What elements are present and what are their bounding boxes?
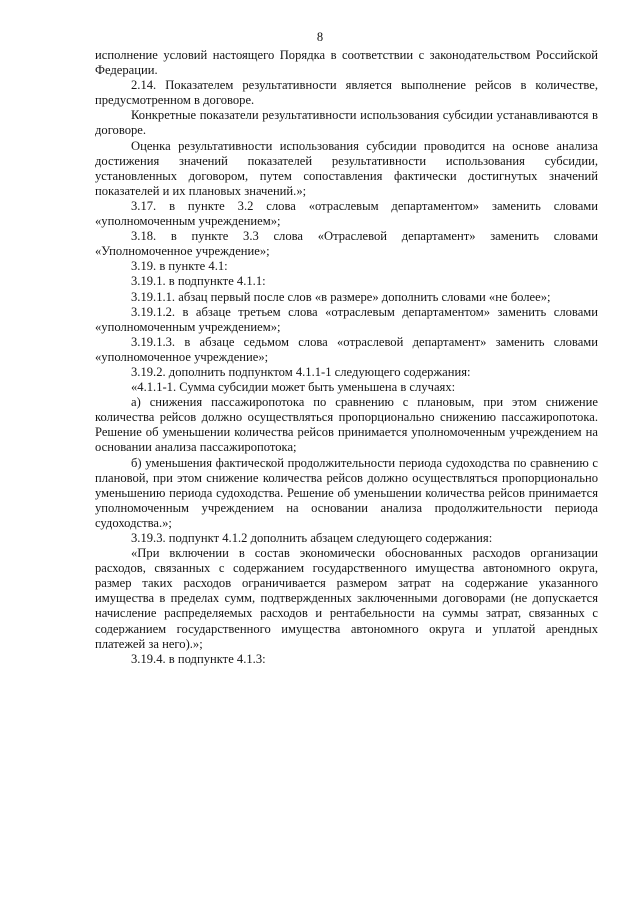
paragraph: а) снижения пассажиропотока по сравнению с плановым, при этом снижение количества рейсов должно осуществляться пропорционально снижению пассажиропотока. Решение об уменьшении количества рейсов принимается уполномоченным учреждением на основании анализа пассажиропотока; xyxy=(95,395,598,455)
paragraph: 3.17. в пункте 3.2 слова «отраслевым департаментом» заменить словами «уполномоченным учреждением»; xyxy=(95,198,598,229)
paragraph: 3.19.1.2. в абзаце третьем слова «отраслевым департаментом» заменить словами «уполномоченным учреждением»; xyxy=(95,304,598,334)
paragraph: 3.19.1. в подпункте 4.1.1: xyxy=(131,274,266,289)
paragraph: «4.1.1-1. Сумма субсидии может быть уменьшена в случаях: xyxy=(131,380,456,395)
paragraph: 3.19.2. дополнить подпунктом 4.1.1-1 следующего содержания: xyxy=(131,364,471,379)
document-body xyxy=(95,48,598,667)
paragraph: Конкретные показатели результативности использования субсидии устанавливаются в договоре. xyxy=(95,108,598,138)
page-number: 8 xyxy=(316,30,324,44)
paragraph: б) уменьшения фактической продолжительности периода судоходства по сравнению с плановой, при этом снижение количества рейсов должно осуществляться пропорционально уменьшению периода судоходства. Решение об уменьшении количества рейсов принимается уполномоченным учреждением на основании анализа продолжительности периода судоходства.»; xyxy=(95,455,598,530)
paragraph: 2.14. Показателем результативности является выполнение рейсов в количестве, предусмотренном в договоре. xyxy=(95,78,598,108)
paragraph: 3.19.1.3. в абзаце седьмом слова «отраслевой департамент» заменить словами «уполномоченное учреждение»; xyxy=(95,334,598,364)
paragraph: «При включении в состав экономически обоснованных расходов организации расходов, связанных с содержанием государственного имущества автономного округа, размер таких расходов ограничивается размером затрат на содержание указанного имущества в пределах сумм, подтвержденных заключенными договорами (не допускается начисление распределяемых расходов и рентабельности на суммы затрат, связанных с содержанием государственного имущества автономного округа и уплатой арендных платежей за него).»; xyxy=(95,546,598,651)
paragraph: 3.19. в пункте 4.1: xyxy=(131,259,228,274)
paragraph: 3.19.3. подпункт 4.1.2 дополнить абзацем следующего содержания: xyxy=(131,531,493,545)
paragraph: Оценка результативности использования субсидии проводится на основе анализа достижения значений показателей результативности использования субсидии, установленных договором, путем сопоставления фактически достигнутых значений показателей и их плановых значений.»; xyxy=(95,138,598,198)
paragraph: исполнение условий настоящего Порядка в соответствии с законодательством Российской Федерации. xyxy=(95,48,598,78)
paragraph: 3.19.4. в подпункте 4.1.3: xyxy=(131,651,266,666)
paragraph: 3.18. в пункте 3.3 слова «Отраслевой департамент» заменить словами «Уполномоченное учреждение»; xyxy=(95,229,598,259)
paragraph: 3.19.1.1. абзац первый после слов «в размере» дополнить словами «не более»; xyxy=(131,289,551,304)
